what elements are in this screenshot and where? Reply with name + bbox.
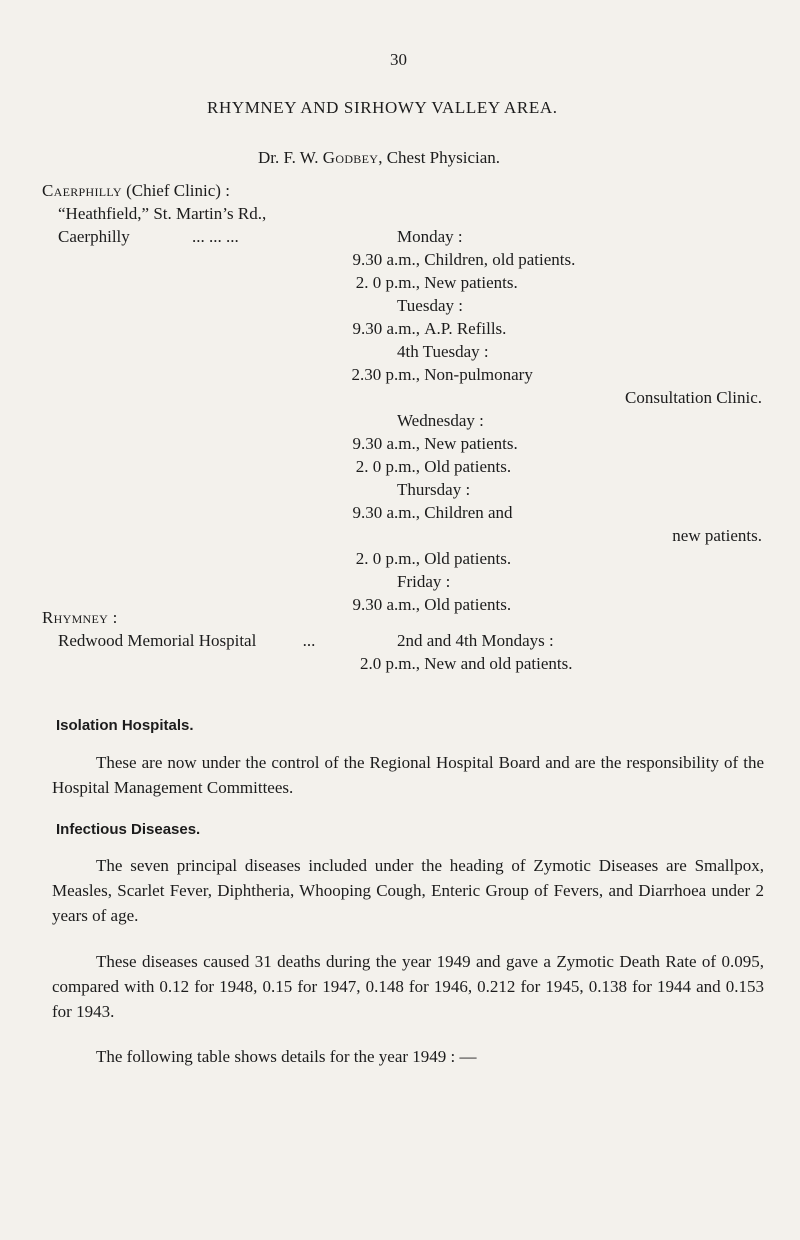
slot-desc: New and old patients. xyxy=(424,654,573,673)
caerphilly-address-1: “Heathfield,” St. Martin’s Rd., xyxy=(58,204,267,223)
slot-time: 9.30 a.m., xyxy=(352,319,420,338)
slot-desc: A.P. Refills. xyxy=(424,319,507,338)
slot-time: 9.30 a.m., xyxy=(352,595,420,614)
schedule-slot xyxy=(300,250,575,270)
slot-desc: Non-pulmonary xyxy=(424,365,533,384)
leader-dots: ... ... ... xyxy=(192,227,239,246)
physician-prefix: Dr. F. W. xyxy=(258,148,319,167)
rhymney-hospital-name: Redwood Memorial Hospital xyxy=(58,631,257,650)
slot-desc-continued: Consultation Clinic. xyxy=(625,388,762,407)
slot-time: 2. 0 p.m., xyxy=(355,549,420,568)
slot-desc: New patients. xyxy=(424,273,518,292)
infectious-heading: Infectious Diseases. xyxy=(56,821,201,838)
schedule-day: Tuesday : xyxy=(397,296,463,315)
slot-desc: Children, old patients. xyxy=(424,250,576,269)
schedule-slot xyxy=(300,549,511,569)
caerphilly-name: Caerphilly xyxy=(42,181,122,200)
schedule-day: Thursday : xyxy=(397,480,471,499)
schedule-slot xyxy=(300,273,518,293)
slot-time: 2. 0 p.m., xyxy=(355,457,420,476)
leader-dots: ... xyxy=(302,631,316,650)
slot-desc: Old patients. xyxy=(424,595,512,614)
isolation-paragraph: These are now under the control of the Regional Hospital Board and are the responsibility of the Hospital Management Committees. xyxy=(52,753,764,797)
schedule-slot xyxy=(300,434,518,454)
physician-surname: Godbey xyxy=(322,148,379,167)
slot-desc-continued: new patients. xyxy=(672,526,762,545)
slot-time: 2. 0 p.m., xyxy=(355,273,420,292)
slot-time: 2.0 p.m., xyxy=(360,654,420,673)
slot-desc: New patients. xyxy=(424,434,518,453)
schedule-day: 4th Tuesday : xyxy=(397,342,489,361)
slot-time: 2.30 p.m., xyxy=(351,365,420,384)
isolation-heading: Isolation Hospitals. xyxy=(56,717,194,734)
schedule-slot xyxy=(300,503,513,523)
schedule-day: Monday : xyxy=(397,227,463,246)
schedule-day: 2nd and 4th Mondays : xyxy=(397,631,554,650)
slot-time: 9.30 a.m., xyxy=(352,434,420,453)
infectious-paragraph-2: These diseases caused 31 deaths during the year 1949 and gave a Zymotic Death Rate of 0.095, compared with 0.12 for 1948, 0.15 for 1947, 0.148 for 1946, 0.212 for 1945, 0.138 for 1944 and 0.153 for 1943. xyxy=(52,952,764,1021)
schedule-day: Friday : xyxy=(397,572,451,591)
schedule-slot xyxy=(300,654,573,674)
physician-line xyxy=(258,148,500,168)
caerphilly-qualifier: (Chief Clinic) : xyxy=(121,181,230,200)
schedule-day: Wednesday : xyxy=(397,411,484,430)
schedule-slot xyxy=(300,319,506,339)
slot-desc: Old patients. xyxy=(424,457,512,476)
slot-time: 9.30 a.m., xyxy=(352,250,420,269)
infectious-paragraph-1: The seven principal diseases included under the heading of Zymotic Diseases are Smallpox, Measles, Scarlet Fever, Diphtheria, Whooping Cough, Enteric Group of Fevers, and Diarrhoea under 2 years of age. xyxy=(52,856,764,925)
infectious-paragraph-3: The following table shows details for the year 1949 : — xyxy=(96,1047,477,1066)
physician-role: , Chest Physician. xyxy=(378,148,501,167)
slot-time: 9.30 a.m., xyxy=(352,503,420,522)
schedule-slot xyxy=(300,457,511,477)
rhymney-hospital xyxy=(58,631,315,651)
slot-desc: Old patients. xyxy=(424,549,512,568)
area-title: RHYMNEY AND SIRHOWY VALLEY AREA. xyxy=(207,98,558,117)
rhymney-heading: Rhymney : xyxy=(42,608,118,627)
page-number: 30 xyxy=(390,50,407,69)
caerphilly-address-2 xyxy=(58,227,239,247)
schedule-slot xyxy=(300,595,511,615)
caerphilly-town: Caerphilly xyxy=(58,227,130,246)
schedule-slot xyxy=(300,365,533,385)
caerphilly-heading xyxy=(42,181,230,201)
slot-desc: Children and xyxy=(424,503,513,522)
